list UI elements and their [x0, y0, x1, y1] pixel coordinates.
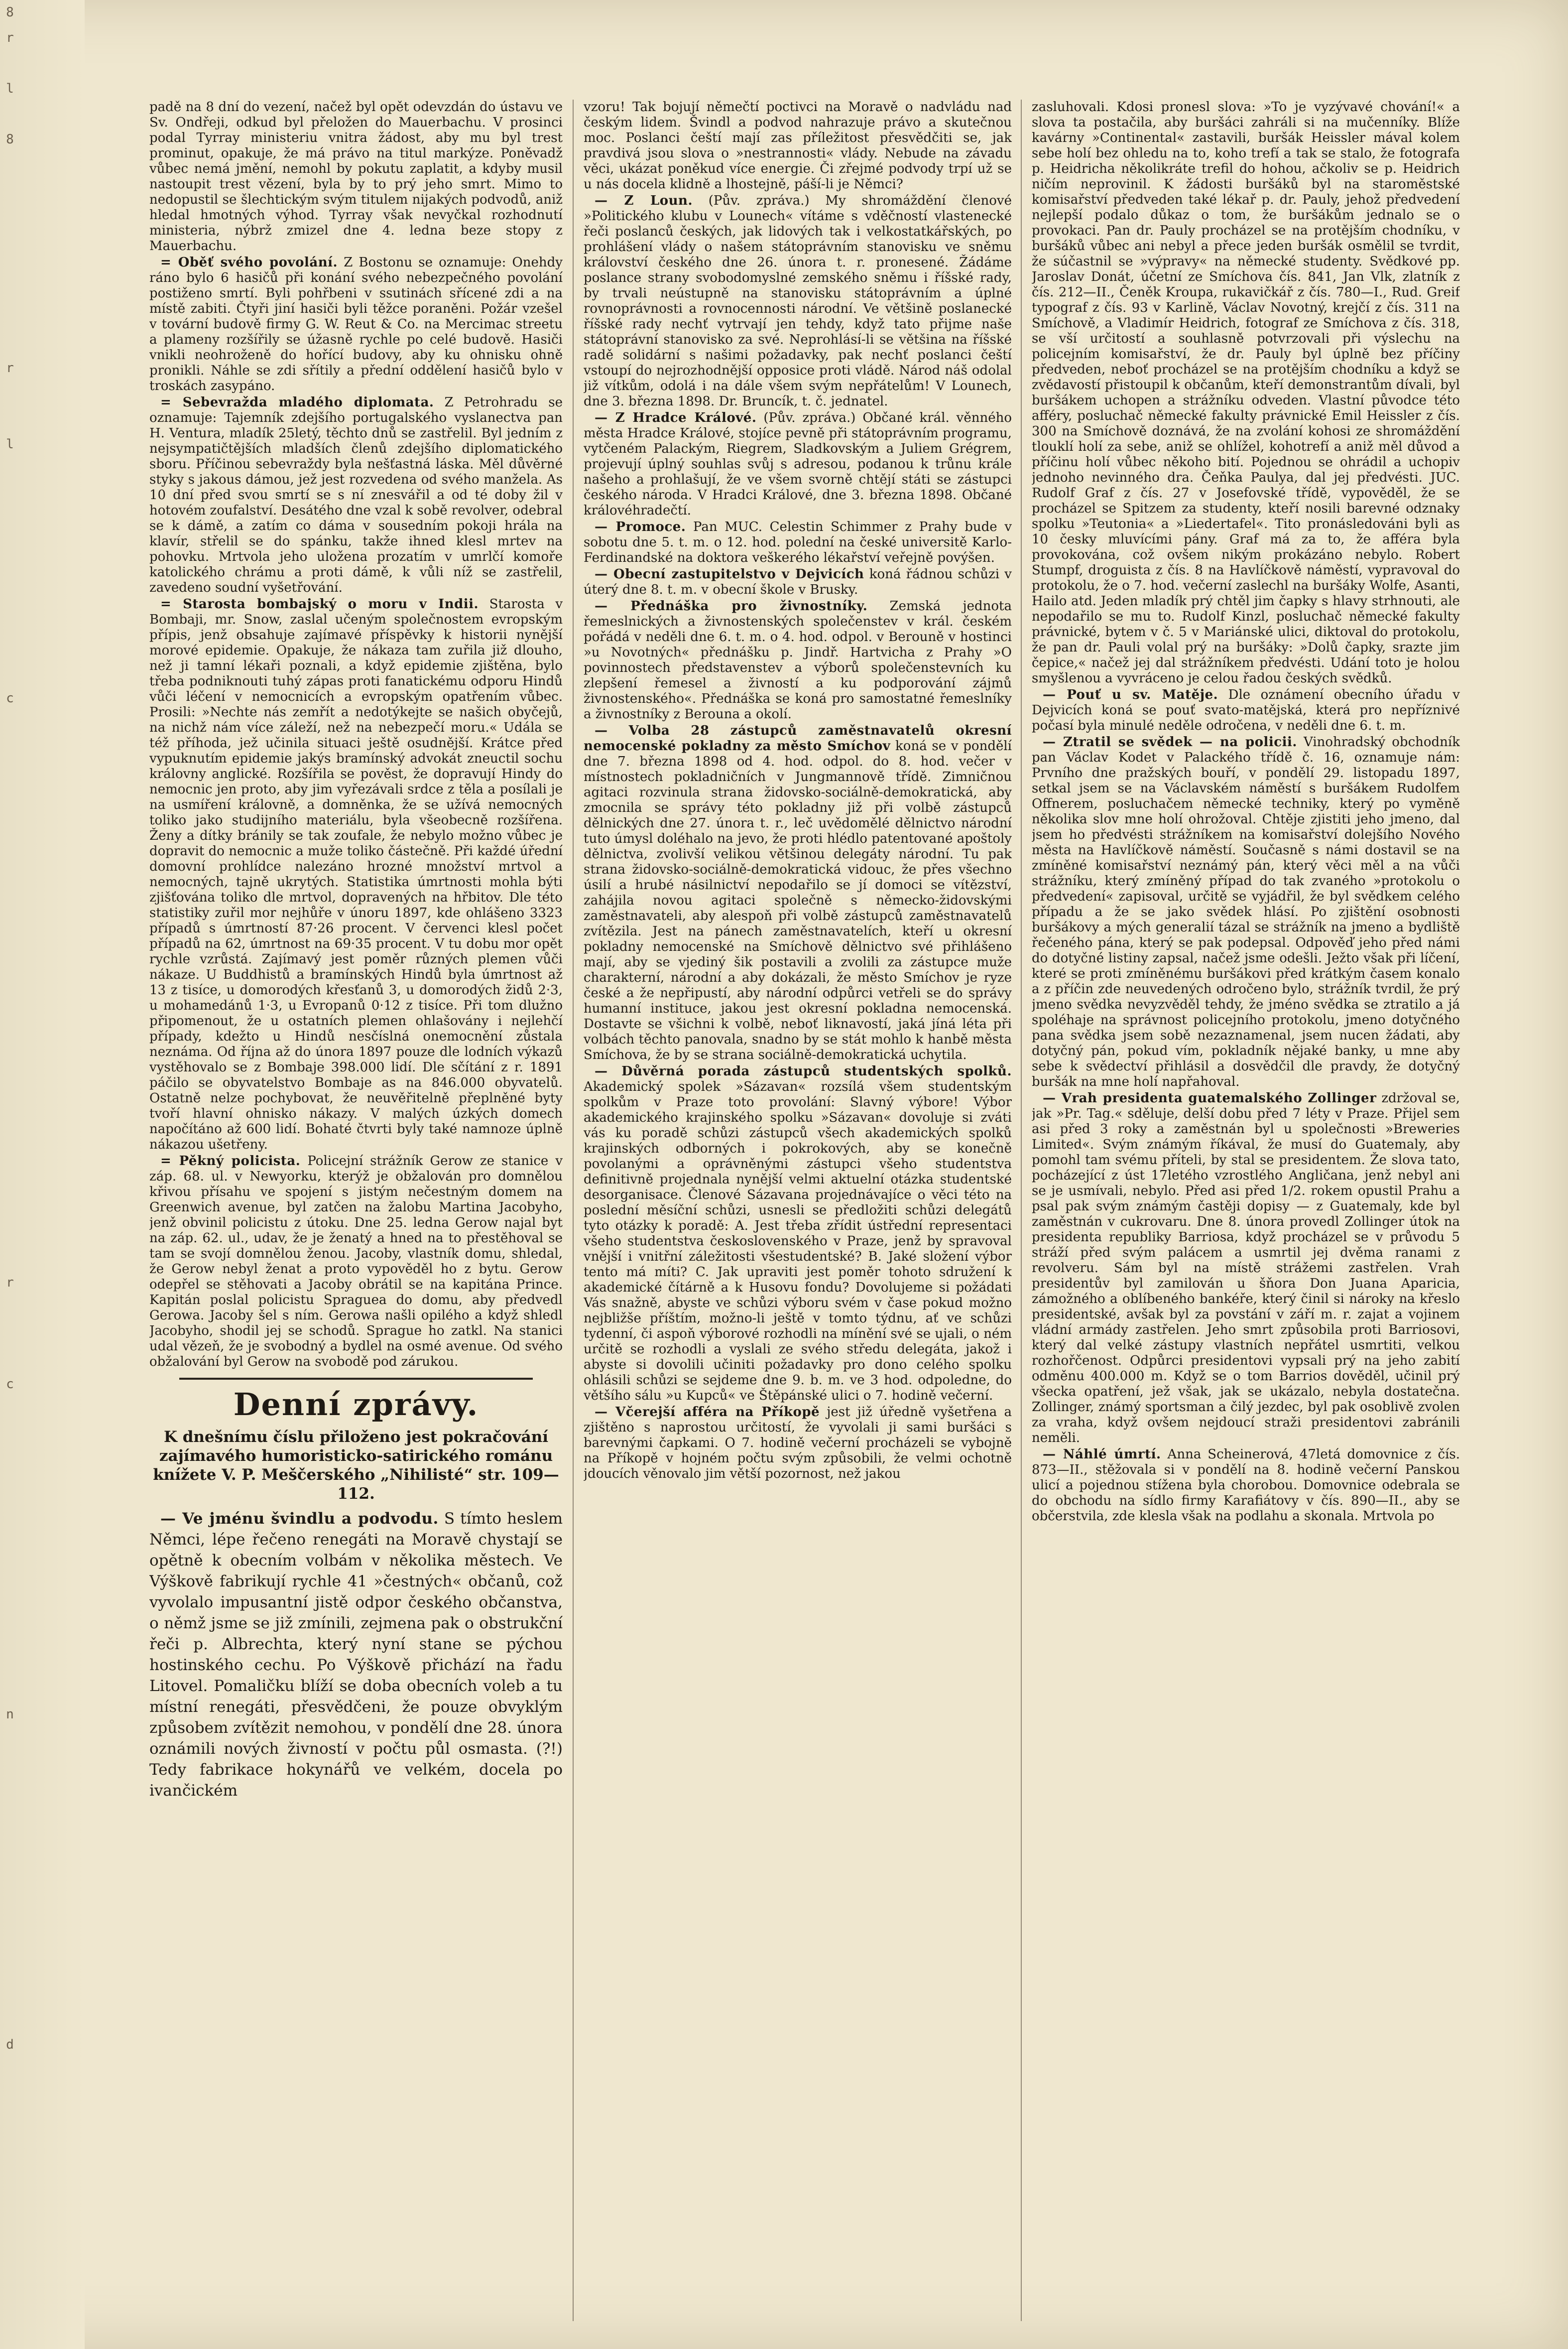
article-paragraph: vzoru! Tak bojují němečtí poctivci na Moravě o nadvládu nad českým lidem. Švindl a podvod nahrazuje právo a skutečnou moc. Poslanci čeští mají zas příležitost přesvědčiti se, jak pravdivá jsou slova o »nestrannosti« vlády. Nebude na závadu věci, ukázat poněkud více energie. Či zřejmé podvody trpí už se u nás docela klidně a lhostejně, páší-li je Němci? [584, 100, 1012, 192]
article-heading: — Z Loun. [595, 193, 693, 208]
column-rule [573, 100, 574, 2321]
article-text: (Pův. zpráva.) Občané král. věnného města Hradce Králové, stojíce pevně při státoprávním programu, vytčeném Palackým, Riegrem, Sladkovským a Juliem Grégrem, projevují úplný souhlas svůj s adresou, podanou k trůnu krále našeho a prohlašují, že ve všem svorně chtějí státi se zástupci českého národa. V Hradci Králové, dne 3. března 1898. Občané královéhradečtí. [584, 410, 1012, 518]
article-text: Z Bostonu se oznamuje: Onehdy ráno bylo 6 hasičů při konání svého nebezpečného povolání postiženo smrtí. Byli pohřbeni v ssutinách sřícené zdi a na místě zabiti. Čtyři jiní hasiči byli těžce poraněni. Požár vzešel v tovární budově firmy G. W. Reut & Co. na Mercimac streetu a plameny rozšířily se úžasně rychle po celé budově. Hasiči vnikli neohroženě do hořící budovy, aby ku ohnisku ohně pronikli. Náhle se zdi sřítily a přední oddělení hasičů bylo v troskách zasypáno. [149, 255, 563, 393]
article-text: koná řádnou schůzi v úterý dne 8. t. m. v obecní škole v Brusky. [584, 567, 1012, 597]
article-heading: — Vrah presidenta guatemalského Zollinger [1043, 1091, 1377, 1106]
column-rule [1021, 100, 1022, 2321]
article-heading: — Volba 28 zástupců zaměstnavatelů okresní nemocenské pokladny za město Smíchov [584, 723, 1012, 754]
article-heading: — Z Hradce Králové. [595, 410, 757, 425]
section-divider [179, 1378, 533, 1380]
article-heading: — Pouť u sv. Matěje. [1043, 687, 1218, 702]
article-text: Akademický spolek »Sázavan« rozsílá všem studentským spolkům v Praze toto provolání: Slavný výbore! Výbor akademického krajinského spolku »Sázavan« dovoluje si zváti vás ku poradě schůzi zástupců všech akademických spolků krajinských odborných i pokrokových, aby se konečně povolanými a oprávněnými zástupci všeho studentstva definitivně projednala nynější velmi aktuelní otázka studentské desorganisace. Členové Sázavana projednávajíce o věci této na poslední měsíční schůzi, usnesli se předložiti schůzi delegátů tyto otázky k poradě: A. Jest třeba zřídit ústřední representaci všeho studentstva československého v Praze, jenž by spravoval vnější i vnitřní záležitosti všestudentské? B. Jaké složení výbor tento má míti? C. Jak upraviti jest poměr tohoto sdružení k akademické čítárně a k Husovu fondu? Dovolujeme si požádati Vás snažně, abyste ve schůzi výboru svém v čase pokud možno nejbližše příštím, možno-li ještě v tomto týdnu, ať ve schůzi tydenní, či aspoň výborové rozhodli na mínění své se ujali, o ném určitě se rozhodli a vyslali ze svého středu delegáta, jakož i abyste si dovolili učiniti požadavky pro dono celého spolku ohlásili schůzi se sejdeme dne 9. b. m. ve 3 hod. odpoledne, do většího sálu »u Kupců« ve Štěpánské ulici o 7. hodině večerní. [584, 1079, 1012, 1403]
article-heading: = Starosta bombajský o moru v Indii. [160, 597, 479, 612]
article-heading: — Ztratil se svědek — na policii. [1043, 735, 1297, 750]
article-heading: — Včerejší afféra na Příkopě [595, 1405, 820, 1420]
article-text: (Pův. zpráva.) My shromáždění členové »Politického klubu v Lounech« vítáme s vděčností vlastenecké řeči poslanců českých, jak lidových tak i velkostatkářských, po prohlášení vlády o našem státoprávním stanovisku ve sněmu království českého dne 26. února t. r. pronesené. Žádáme poslance strany svobodomyslné zemského sněmu i říšské rady, by trvali neústupně na stanovisku státoprávním a úplné rovnoprávnosti a rovnocennosti národní. Ve většině poslanecké říšské rady nechť vytrvají jen tehdy, když tato přijme naše státoprávní stanovisko za své. Neprohlásí-li se většina na říšské radě solidární s našimi požadavky, pak nechť poslanci čeští vstoupí do nejrozhodnější opposice proti vládě. Národ náš odolal již vítkům, odolá i na dále všem svým nepřátelům! V Lounech, dne 3. března 1898. Dr. Bruncík, t. č. jednatel. [584, 193, 1012, 409]
article-text: Pan MUC. Celestin Schimmer z Prahy bude v sobotu dne 5. t. m. o 12. hod. polední na české universitě Karlo-Ferdinandské na doktora veškerého lékařství veřejně povýšen. [584, 520, 1012, 565]
article-heading: — Náhlé úmrtí. [1043, 1447, 1161, 1462]
article-text: koná se v pondělí dne 7. března 1898 od 4. hod. odpol. do 8. hod. večer v místnostech pokladničních v Jungmannově třídě. Zimničnou agitaci rozvinula strana židovsko-sociálně-demokratická, aby zmocnila se správy této pokladny již při volbě zástupců dělnických dne 27. února t. r., leč uvědomělé dělnictvo národní tuto úmysl doléhalo na jevo, že proti hlédlo patentované apoštoly dělnictva, zvolivší velikou většinou delegáty národní. Tu pak strana židovsko-sociálně-demokratická vidouc, že přes všechno úsilí a hrubé násilnictví nepodařilo se jí domoci se vítězství, zahájila novou agitaci společně s německo-židovskými zaměstnavateli, aby alespoň při volbě zástupců zaměstnavatelů zvítězila. Jest na pánech zaměstnavatelích, kteří u okresní pokladny nemocenské na Smíchově dělnictvo své přihlášeno mají, aby se vjediný šik postavili a zvolili za zástupce muže charakterní, národní a aby dokázali, že město Smíchov je ryze české a že nepřipustí, aby národní odpůrci vetřeli se do správy humanní instituce, jakou jest okresní pokladna nemocenská. Dostavte se všichni k volbě, neboť liknavostí, jaká jíná léta při volbách těchto panovala, snadno by se stát mohlo k hanbě města Smíchova, že by se strana sociálně-demokratická uchytila. [584, 739, 1012, 1062]
article-text: Dle oznámení obecního úřadu v Dejvicích koná se pouť svato-matějská, která pro nepříznivé počasí byla minulé neděle odročena, v neděli dne 6. t. m. [1032, 687, 1460, 733]
article-paragraph: zasluhovali. Kdosi pronesl slova: »To je vyzývavé chování!« a slova ta postačila, aby buršáci zahráli si na mučenníky. Blíže kavárny »Continental« zastavili, buršák Heissler mával kolem sebe holí bez ohledu na to, koho trefí a tak se stalo, že fotografa p. Heidricha několikráte trefil do hohou, ačkoliv se p. Heidrich ničím neprovinil. K žádosti buršáků byl na staroměstské komisařství předveden také lékař p. dr. Pauly, jehož předvedení nejlepší podalo důkaz o tom, že buršákům jednalo se o provokaci. Pan dr. Pauly procházel se na protějším chodníku, v buršáků vůbec ani nebyl a přece jeden buršák osmělil se tvrdit, že súčastnil se »výpravy« na německé studenty. Svědkové pp. Jaroslav Donát, účetní ze Smíchova čís. 841, Jan Vlk, zlatník z čís. 212—II., Čeněk Kroupa, rukavičkář z čís. 780—I., Rud. Greif typograf z čís. 93 v Karlině, Václav Novotný, krejčí z čís. 311 na Smíchově, a Vladimír Heidrich, fotograf ze Smíchova z čís. 318, se vší určitostí a souhlasně potvrzovali při výslechu na policejním komisařství, že dr. Pauly byl úplně bez příčiny předveden, neboť procházel se na protějším chodníku a když se zvědavostí přistoupil k občanům, kteří demonstrantům dívali, byl buršákem uchopen a strážníku odveden. Vlastní původce této afféry, posluchač německé fakulty právnické Emil Heissler z čís. 300 na Smíchově doznává, že na zvolání kohosi ze shromáždění tlouklí holí za sebe, aniž se ohlížel, kohotrefí a aniž měl důvod a příčinu holí vůbec někoho bití. Pojednou se ohrádil a uchopiv jednoho nevinného dra. Čeňka Paulya, dal jej předvésti. JUC. Rudolf Graf z čís. 27 v Josefovské třídě, vypověděl, že se procházel se Spitzem za studenty, kteří nosili barevné odznaky spolku »Teutonia« a »Liedertafel«. Tito pronásledováni byli as 10 česky mluvícími pány. Graf má za to, že afféra byla provokována, což ovšem nikým prokázáno nebylo. Robert Stumpf, droguista z čís. 8 na Havlíčkově náměstí, vypravoval do protokolu, že o 7. hod. večerní zaslechl na buršáky Wolfe, Asanti, Hailo atd. Jeden mladík prý chtěl jim čapky s hlavy strhnouti, ale nepodařilo se mu to. Rudolf Kinzl, posluchač německé fakulty právnické, bytem v č. 5 v Mariánské ulici, diktoval do protokolu, že pan dr. Pauli volal prý na buršáky: »Dolů čapky, srazte jim čepice,« načež jej dal strážníkem předvésti. Udání toto je holou smyšlenou a vyvráceno je celou řadou českých svědků. [1032, 100, 1460, 686]
supplement-notice: K dnešnímu číslu přiloženo jest pokračování zajímavého humoristicko-satirického románu knížete V. P. Meščerského „Nihilisté“ str. 109—112. [153, 1428, 559, 1503]
column-1 [149, 100, 563, 2321]
article-text: Anna Scheinerová, 47letá domovnice z čís. 873—II., stěžovala si v pondělí na 8. hodině večerní Panskou ulicí a pojednou stížena byla chorobou. Domovnice odebrala se do obchodu na sídlo firmy Karafiátovy v čís. 890—II., aby se občerstvila, zde klesla však na podlahu a skonala. Mrtvola po [1032, 1447, 1460, 1524]
article-heading: — Promoce. [595, 520, 686, 534]
article-heading: — Obecní zastupitelstvo v Dejvicích [595, 567, 864, 582]
section-title: Denní zprávy. [233, 1386, 479, 1423]
column-2 [584, 100, 1012, 2321]
article-text: Vinohradský obchodník pan Václav Kodet v Palackého třídě č. 16, oznamuje nám: Prvního dne pražských bouří, v pondělí 29. listopadu 1897, setkal jsem se na Václavském náměstí s buršákem Rudolfem Offnerem, posluchačem německé techniky, který po vyměně několika slov mne holí ohrožoval. Chtěje zjistiti jeho jmeno, dal jsem ho předvésti strážníkem na komisařství dolejšího Nového města na Havlíčkově náměstí. Současně s námi dostavil se na zmíněné komisařství neznámý pán, který věci měl a na vůči strážníku, který zmíněný případ do tak zvaného »protokolu o předvedení« zapisoval, určitě se vyjádřil, že byl svědkem celého případu a že se jako svědek hlásí. Po zjištění osobnosti buršákovy a mých generalií tázal se strážník na jmeno a bydliště řečeného pána, který se pak podepsal. Odpověď jeho před námi do dotyčné listiny zapsal, načež jsme odešli. Ježto však při líčení, které se proti zmíněnému buršákovi před krátkým časem konalo a z příčin zde neuvedených odročeno bylo, strážník tvrdil, že prý jmeno svědka nevyzvěděl tehdy, že jméno svědka se ztratilo a já spoléhaje na správnost policejního protokolu, jmeno dotyčného pana svědka jsem sobě nezaznamenal, jsem nucen žádati, aby dotyčný pán, pokud vím, pokladník nějaké banky, u mne aby sebe k svědectví přihlásil a dosvědčil dle pravdy, že dotyčný buršák na mne holí napřahoval. [1032, 735, 1460, 1089]
article-text: Starosta v Bombaji, mr. Snow, zaslal učeným společnostem evropským přípis, jenž obsahuje zajímavé příspěvky k historii nynější morové epidemie. Opakuje, že nákaza tam zuřila již dlouho, než ji tamní lékaři poznali, a když epidemie zjištěna, bylo třeba podniknouti tuhý zápas proti fanatickému odporu Hindů vůči léčení v nemocnicích a evropským opatřením vůbec. Prosili: »Nechte nás zemřít a nedotýkejte se našich obyčejů, na nichž nám více záleží, než na nebezpečí moru.« Udála se též příhoda, jež učinila situaci ještě osudnější. Krátce před vypuknutím epidemie jakýs bramínský advokát zneuctil sochu královny anglické. Rozšířila se pověst, že dopravují Hindy do nemocnic jen proto, aby jim vyřezávali srdce z těla a posílali je na usmíření královně, a domněnka, že se užívá nemocných toliko jako studijního materiálu, byla všeobecně rozšířena. Ženy a dítky bránily se tak zoufale, že nebylo možno vůbec je dopravit do nemocnic a muže toliko částečně. Při každé úřední domovní prohlídce nalezáno hrozné množství mrtvol a nemocných, tajně ukrytých. Statistika úmrtnosti mohla býti zjišťována toliko dle mrtvol, dopravených na hřbitov. Dle této statistiky zuřil mor nejhůře v únoru 1897, kde ohlášeno 3323 případů s úmrtností 87·26 procent. V červenci klesl počet případů na 62, úmrtnost na 69·35 procent. V tu dobu mor opět rychle vzrůstá. Zajímavý jest poměr různých plemen vůči nákaze. U Buddhistů a bramínských Hindů byla úmrtnost až 13 z tisíce, u domorodých křesťanů 3, u domorodých židů 2·3, u mohamedánů 1·3, u Evropanů 0·12 z tisíce. Při tom dlužno připomenout, že u ostatních plemen ohlašovány i nejlehčí případy, kdežto u Hindů nesčíslná onemocnění zůstala neznáma. Od října až do února 1897 pouze dle lodních výkazů vystěhovalo se z Bombaje 398.000 lidí. Dle sčítání z r. 1891 páčilo se obyvatelstvo Bombaje as na 846.000 obyvatelů. Ostatně nelze pochybovat, že neuvěřitelně přeplněné byty tvoří hlavní ohnisko nákazy. V malých úzkých domech napočítáno až 600 lidí. Bohaté čtvrti byly také namnoze úplně nákazou ušetřeny. [149, 597, 563, 1152]
article-paragraph: padě na 8 dní do vezení, načež byl opět odevzdán do ústavu ve Sv. Ondřeji, odkud byl přeložen do Mauerbachu. V prosinci podal Tyrray ministeriu vnitra žádost, aby mu byl trest prominut, opakuje, že má právo na titul markýze. Poněvadž vůbec nemá jmění, nemohl by pokutu zaplatit, a kdyby musil nastoupit trest vězení, byla by to prý jeho smrt. Mimo to nedopustil se šlechtickým svým titulem nijakých podvodů, aniž hledal hmotných výhod. Tyrray však nevyčkal rozhodnutí ministeria, nýbrž zmizel dne 4. ledna beze stopy z Mauerbachu. [149, 100, 563, 254]
column-3 [1032, 100, 1460, 2321]
margin-letters: 8 r l 8 r l c r c n d [6, 5, 14, 2052]
article-text: Policejní strážník Gerow ze stanice v záp. 68. ul. v Newyorku, kterýž je obžalován pro domnělou křivou přísahu ve spojení s jistým nečestným domem na Greenwich avenue, byl zatčen na žalobu Martina Jacobyho, jenž obvinil policistu z útoku. Dne 25. ledna Gerow najal byt na záp. 62. ul., udav, že je ženatý a hned na to přestěhoval se tam se svojí domnělou ženou. Jacoby, vlastník domu, shledal, že Gerow nebyl ženat a proto vypověděl ho z bytu. Gerow odepřel se stěhovati a Jacoby obrátil se na kapitána Prince. Kapitán poslal policistu Spraguea do domu, aby předvedl Gerowa. Jacoby šel s ním. Gerowa našli opilého a když shledl Jacobyho, shodil jej se schodů. Sprague ho zatkl. Na stanici udal vězeň, že je svobodný a bydlel na osmé avenue. Od svého obžalování byl Gerow na svobodě pod zárukou. [149, 1154, 563, 1369]
article-heading: — Důvěrná porada zástupců studentských spolků. [595, 1064, 1012, 1079]
article-heading: — Ve jménu švindlu a podvodu. [160, 1510, 439, 1528]
article-text: jest již úředně vyšetřena a zjištěno s naprostou určitostí, že vyvolali ji sami buršáci s barevnými čapkami. O 7. hodině večerní procházeli se vybojně na Příkopě v hojném počtu svým způsobili, že velmi ochotně jdoucích věnovalo jim větší pozornost, než jakou [584, 1405, 1012, 1481]
article-heading: — Přednáška pro živnostníky. [595, 599, 868, 614]
article-text: S tímto heslem Němci, lépe řečeno renegáti na Moravě chystají se opětně k obecním volbám v několika městech. Ve Výškově fabrikují rychle 41 »čestných« občanů, což vyvolalo impusantní jistě odpor českého občanstva, o němž jsme se již zmínili, zejmena pak o obstrukční řeči p. Albrechta, který nyní stane se pýchou hostinského cechu. Po Výškově přichází na řadu Litovel. Pomaličku blíží se doba obecních voleb a tu místní renegáti, přesvědčeni, že pouze obvyklým způsobem zvítězit nemohou, v pondělí dne 28. února oznámili nových živností v počtu půl osmasta. (?!) Tedy fabrikace hokynářů ve velkém, docela po ivančickém [149, 1510, 563, 1800]
article-text: Z Petrohradu se oznamuje: Tajemník zdejšího portugalského vyslanectva pan H. Ventura, mladík 25letý, těchto dnů se zastřelil. Byl jedním z nejsympatičtějších mladších členů zdejšího diplomatického sboru. Příčinou sebevraždy byla nešťastná láska. Měl důvěrné styky s jakous dámou, jež jest rozvedena od svého manžela. As 10 dní před svou smrtí se s ní znesvářil a od té doby žil v hotovém zoufalství. Desátého dne vzal k sobě revolver, odebral se k dámě, a zatím co dáma v sousedním pokoji hrála na klavír, střelil se do spánku, takže ihned klesl mrtev na pohovku. Mrtvola jeho uložena prozatím v umrlčí komoře katolického chrámu a proti dámě, k vůli níž se zastřelil, zavedeno soudní vyšetřování. [149, 395, 563, 595]
article-heading: = Oběť svého povolání. [160, 255, 338, 270]
article-heading: = Sebevražda mladého diplomata. [160, 395, 434, 410]
article-text: Zemská jednota řemeslnických a živnostenských společenstev v král. českém pořádá v neděli dne 6. t. m. o 4. hod. odpol. v Berouně v hostinci »u Novotných« přednášku p. Jindř. Hartvicha z Prahy »O povinnostech představenstev a výborů společenstevních ku zlepšení řemesel a živností a ku podporování zájmů živnostenského«. Přednáška se koná pro samostatné řemeslníky a živnostníky z Berouna a okolí. [584, 599, 1012, 722]
article-text: zdržoval se, jak »Pr. Tag.« sděluje, delší dobu před 7 léty v Praze. Přijel sem asi před 3 roky a zaměstnán byl u společnosti »Breweries Limited«. Svým známým říkával, že musí do Guatemaly, aby pomohl tam svému příteli, by stal se presidentem. Že slova tato, pocházející z úst 17letého vzrostlého Angličana, jenž nebyl ani se je usmívali, nebylo. Před asi před 1/2. rokem opustil Prahu a psal pak svým známým častěji dopisy — z Guatemaly, kde byl zaměstnán v cukrovaru. Dne 8. února provedl Zollinger útok na presidenta republiky Barriosa, když procházel se v průvodu 5 stráží před svým palácem a usmrtil jej dvěma ranami z revolveru. Sám byl na místě strážemi zastřelen. Vrah presidentův byl zamilován u šňora Don Juana Aparicia, zámožného a oblíbeného bankéře, který činil si nároky na křeslo presidentské, avšak byl za povstání v září m. r. zajat a vojinem vládní armády zastřelen. Jeho smrt způsobila proti Barriosovi, který dal velké zástupy vlastních nepřátel usmrtiti, velkou rozhořčenost. Odpůrci presidentovi vypsali prý na jeho zabití odměnu 400.000 m. Když se o tom Barrios dověděl, učinil prý všecka opatření, jež však, jak se ukázalo, nebyla dostatečna. Zollinger, známý sportsman a čilý jezdec, byl pak osoblivě zvolen za vraha, když ovšem nejdoucí straži presidentovi zabránili neměli. [1032, 1091, 1460, 1445]
article-heading: = Pěkný policista. [160, 1154, 301, 1169]
